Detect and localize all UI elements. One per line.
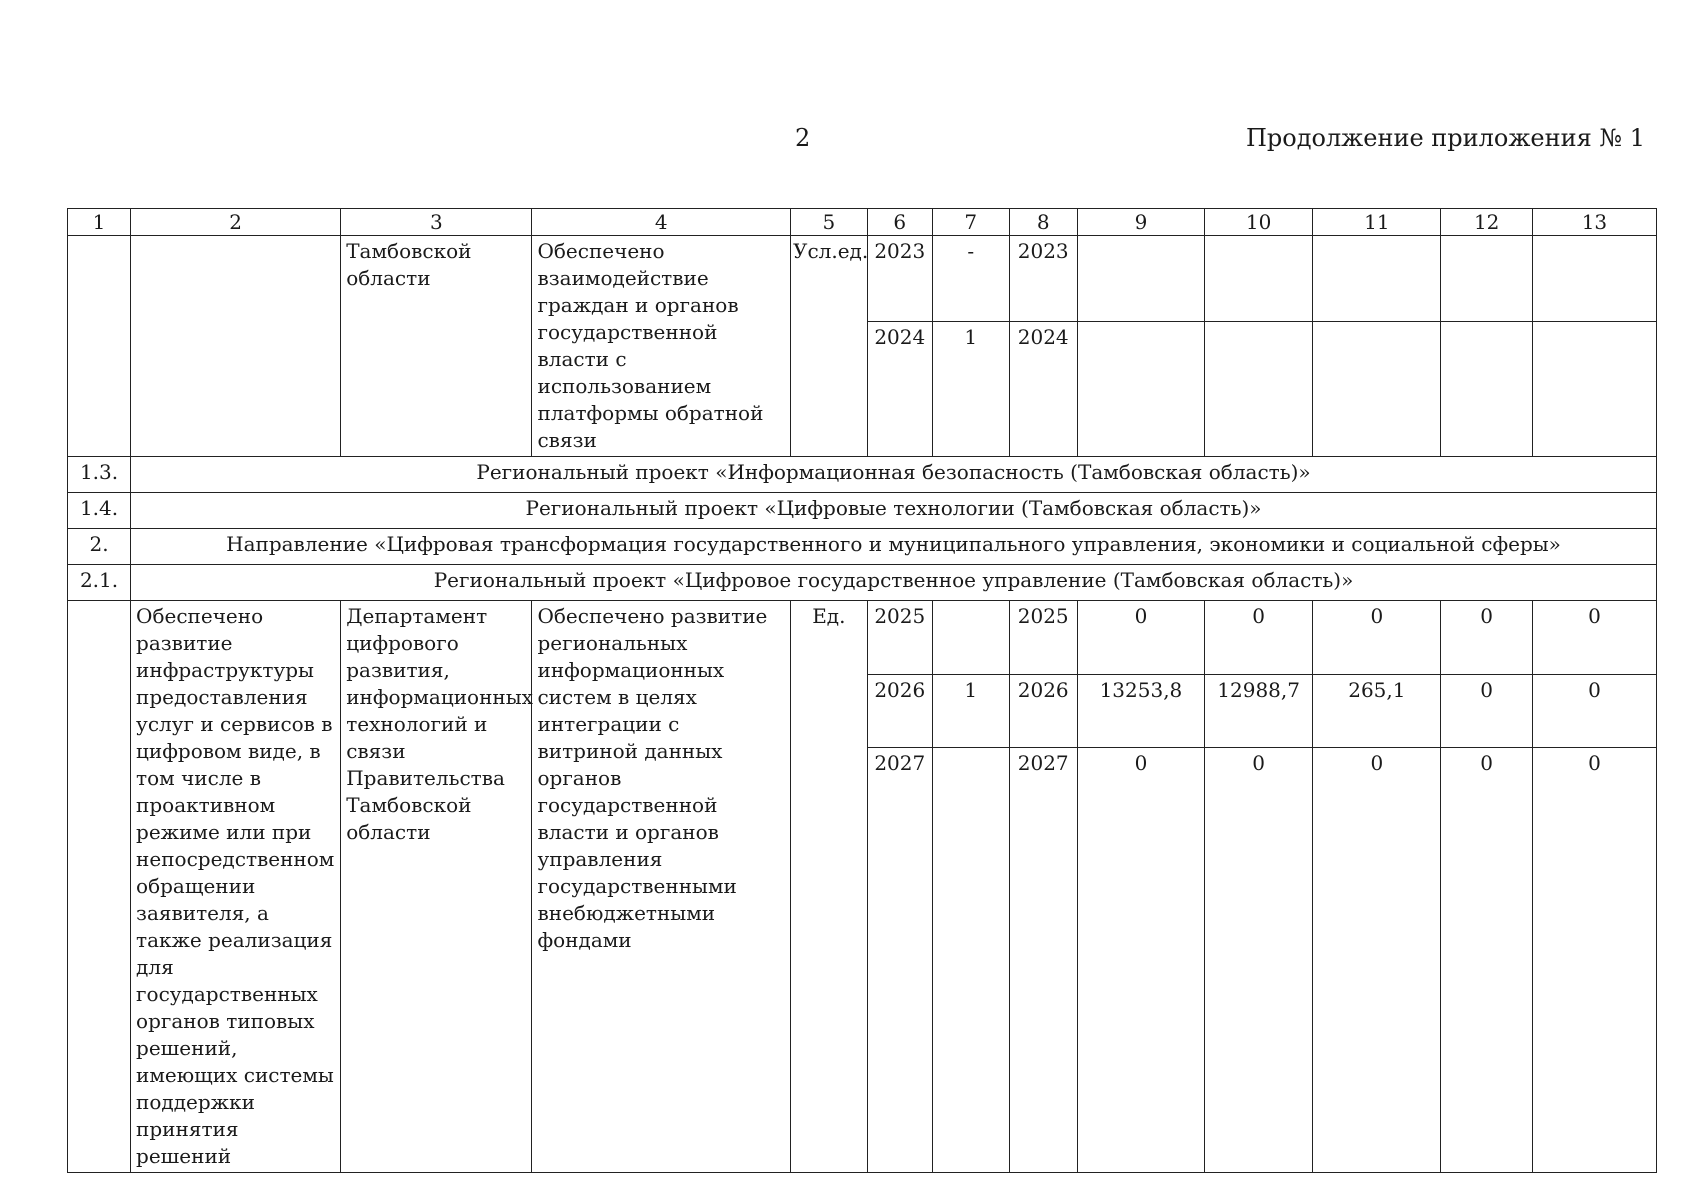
unit-cell: Ед.: [791, 601, 868, 1173]
column-number-header-row: [68, 209, 1657, 236]
table-row: [68, 601, 1657, 675]
responsible-cell: Тамбовской области: [341, 236, 532, 457]
column-number: 11: [1313, 209, 1441, 236]
row-number-cell: [68, 601, 131, 1173]
table-row: [68, 236, 1657, 322]
column-number: 5: [791, 209, 868, 236]
amount-cell: 0: [1077, 748, 1204, 1173]
amount-cell: 265,1: [1313, 674, 1441, 748]
appendix-continuation-title: Продолжение приложения № 1: [1245, 124, 1645, 152]
column-number: 9: [1077, 209, 1204, 236]
section-row: [68, 493, 1657, 529]
amount-cell: 0: [1532, 674, 1656, 748]
responsible-cell: Департамент цифрового развития, информационных технологий и связи Правительства Тамбовской области: [341, 601, 532, 1173]
section-number: 1.4.: [68, 493, 131, 529]
result-cell: Обеспечено развитие инфраструктуры предоставления услуг и сервисов в цифровом виде, в том числе в проактивном режиме или при непосредственном обращении заявителя, а также реализация для государственных органов типовых решений, имеющих системы поддержки принятия решений: [131, 601, 341, 1173]
amount-cell: 0: [1441, 748, 1532, 1173]
year-cell: 2027: [867, 748, 932, 1173]
year-cell: 2025: [1009, 601, 1077, 675]
column-number: 8: [1009, 209, 1077, 236]
section-row: [68, 457, 1657, 493]
column-number: 3: [341, 209, 532, 236]
section-number: 1.3.: [68, 457, 131, 493]
amount-cell: 0: [1441, 674, 1532, 748]
year-cell: 2027: [1009, 748, 1077, 1173]
column-number: 4: [532, 209, 791, 236]
year-cell: 2026: [867, 674, 932, 748]
year-cell: 2023: [1009, 236, 1077, 322]
column-number: 12: [1441, 209, 1532, 236]
appendix-table: [67, 208, 1657, 1173]
value-cell: 1: [932, 674, 1009, 748]
value-cell: 1: [932, 322, 1009, 457]
section-row: [68, 565, 1657, 601]
amount-cell: 0: [1205, 601, 1313, 675]
year-cell: 2024: [1009, 322, 1077, 457]
year-cell: 2025: [867, 601, 932, 675]
column-number: 6: [867, 209, 932, 236]
amount-cell: 12988,7: [1205, 674, 1313, 748]
amount-cell: 0: [1313, 748, 1441, 1173]
year-cell: 2023: [867, 236, 932, 322]
amount-cell: 13253,8: [1077, 674, 1204, 748]
value-cell: -: [932, 236, 1009, 322]
column-number: 13: [1532, 209, 1656, 236]
column-number: 7: [932, 209, 1009, 236]
column-number: 1: [68, 209, 131, 236]
amount-cell: 0: [1313, 601, 1441, 675]
section-title: Направление «Цифровая трансформация государственного и муниципального управления, экономики и социальной сферы»: [131, 529, 1657, 565]
row-number-cell: [68, 236, 131, 457]
indicator-cell: Обеспечено взаимодействие граждан и органов государственной власти с использованием платформы обратной связи: [532, 236, 791, 457]
section-title: Региональный проект «Цифровое государственное управление (Тамбовская область)»: [131, 565, 1657, 601]
page-number: 2: [795, 124, 811, 152]
amount-cell: 0: [1205, 748, 1313, 1173]
section-row: [68, 529, 1657, 565]
section-number: 2.1.: [68, 565, 131, 601]
value-cell: [932, 601, 1009, 675]
year-cell: 2026: [1009, 674, 1077, 748]
section-title: Региональный проект «Информационная безопасность (Тамбовская область)»: [131, 457, 1657, 493]
unit-cell: Усл.ед.: [791, 236, 868, 457]
amount-cell: 0: [1441, 601, 1532, 675]
year-cell: 2024: [867, 322, 932, 457]
column-number: 2: [131, 209, 341, 236]
indicator-cell: Обеспечено развитие региональных информационных систем в целях интеграции с витриной данных органов государственной власти и органов управления государственными внебюджетными фондами: [532, 601, 791, 1173]
amount-cell: 0: [1532, 748, 1656, 1173]
column-number: 10: [1205, 209, 1313, 236]
section-title: Региональный проект «Цифровые технологии (Тамбовская область)»: [131, 493, 1657, 529]
result-cell: [131, 236, 341, 457]
amount-cell: 0: [1077, 601, 1204, 675]
value-cell: [932, 748, 1009, 1173]
section-number: 2.: [68, 529, 131, 565]
amount-cell: 0: [1532, 601, 1656, 675]
